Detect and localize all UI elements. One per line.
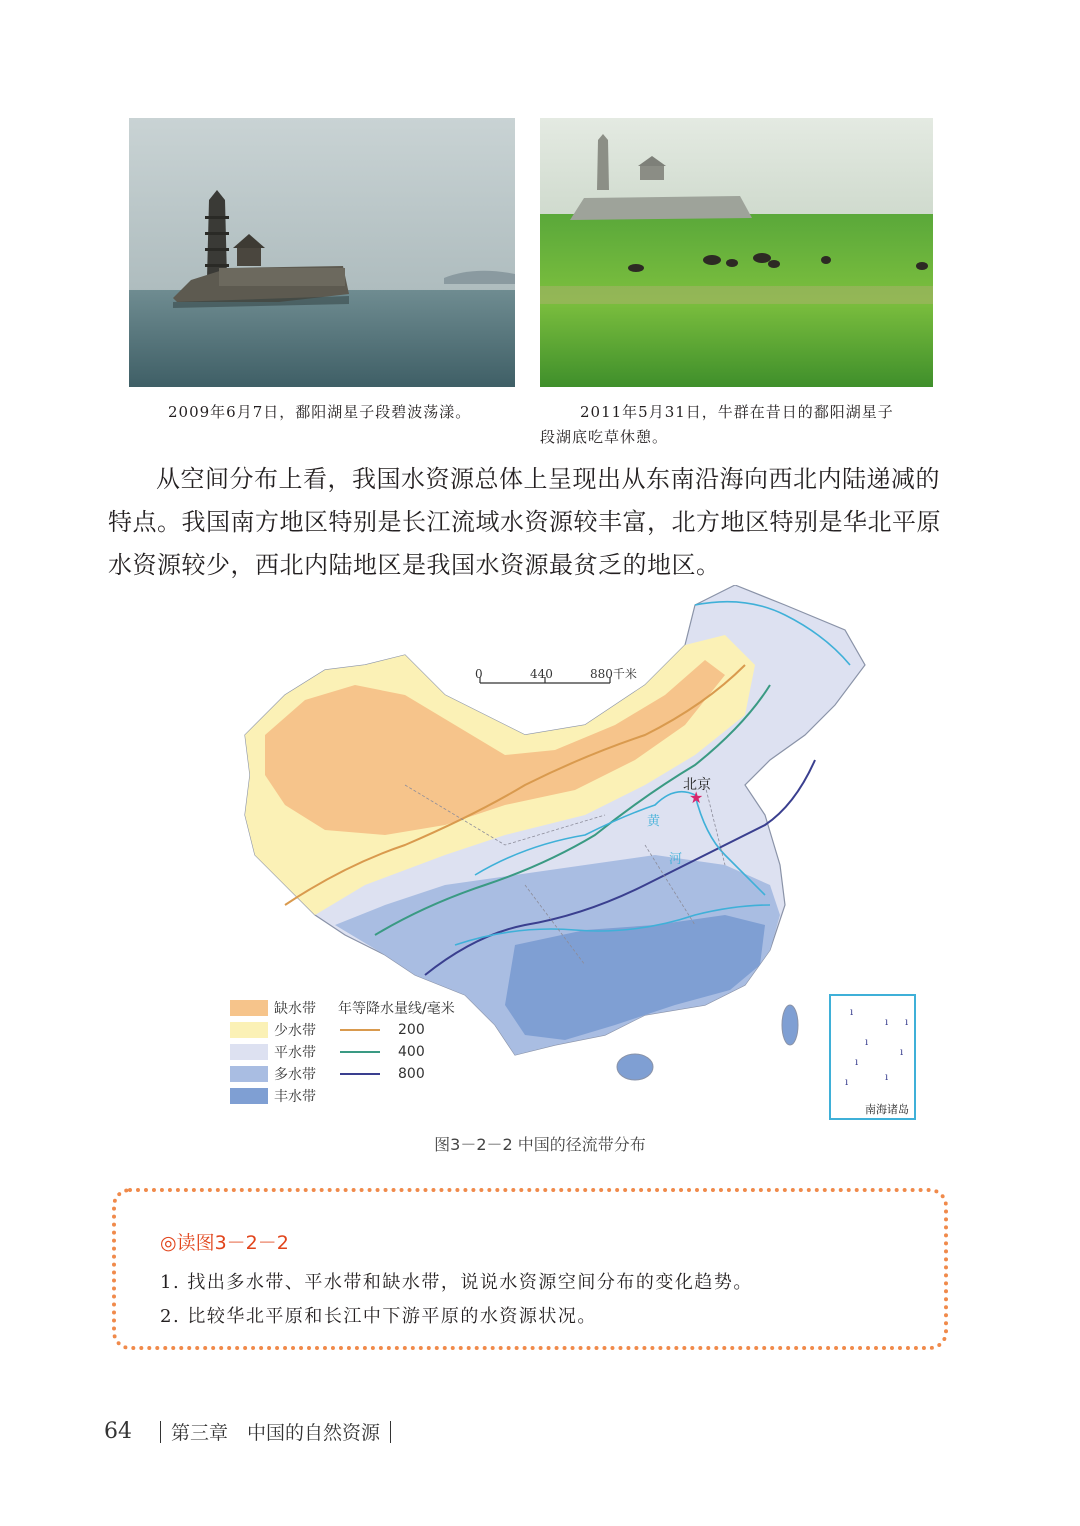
legend-zone-swatch [230,1066,268,1082]
yellow-river-label-1: 黄 [647,814,661,829]
legend-zone-label: 平水带 [274,1045,316,1061]
svg-text:ı: ı [845,1077,849,1088]
yellow-river-label-2: 河 [669,852,683,867]
chapter-title: 第三章 中国的自然资源 [171,1422,381,1444]
map-legend [230,998,455,1108]
photo-2009-caption: 2009年6月7日，鄱阳湖星子段碧波荡漾。 [168,403,472,421]
legend-zone-label: 少水带 [274,1023,316,1039]
legend-zone-swatch [230,1022,268,1038]
activity-question-1: 1. 找出多水带、平水带和缺水带，说说水资源空间分布的变化趋势。 [160,1272,753,1293]
photo-2011-grassland [540,118,933,387]
legend-zone-label: 多水带 [274,1067,316,1083]
legend-isoline-swatch [340,1051,380,1053]
legend-isoline-row [340,1064,425,1084]
svg-text:ı: ı [885,1072,889,1083]
reading-activity-box [112,1188,948,1350]
scale-tick-440: 440 [530,667,553,681]
photo-2011-caption-line1: 2011年5月31日，牛群在昔日的鄱阳湖星子 [580,403,894,421]
legend-zone-swatch [230,1000,268,1016]
legend-zone-swatch [230,1044,268,1060]
svg-text:ı: ı [885,1017,889,1028]
legend-zone-row [230,1064,316,1084]
legend-isoline-swatch [340,1073,380,1075]
legend-isoline-label: 200 [398,1022,425,1038]
beijing-label: 北京 [683,777,711,793]
footer-divider [160,1421,161,1443]
page-footer [104,1418,401,1445]
footer-divider [390,1421,391,1443]
svg-text:ı: ı [900,1047,904,1058]
legend-isoline-swatch [340,1029,380,1031]
paragraph-line-1: 从空间分布上看，我国水资源总体上呈现出从东南沿海向西北内陆递减的 [156,465,940,493]
svg-text:ı: ı [905,1017,909,1028]
paragraph-line-2: 特点。我国南方地区特别是长江流域水资源较丰富，北方地区特别是华北平原 [108,508,941,536]
legend-isoline-title: 年等降水量线/毫米 [338,1001,455,1017]
photo-2009-lake [129,118,515,387]
photo-2011-caption-line2: 段湖底吃草休憩。 [540,428,669,446]
inset-label: 南海诸岛 [865,1103,909,1116]
legend-isoline-row [340,1020,425,1040]
legend-zone-row [230,1042,316,1062]
page-number: 64 [104,1419,132,1444]
svg-text:ı: ı [855,1057,859,1068]
svg-text:ı: ı [850,1007,854,1018]
activity-question-2: 2. 比较华北平原和长江中下游平原的水资源状况。 [160,1306,597,1327]
legend-zone-swatch [230,1088,268,1104]
map-caption: 图3－2－2 中国的径流带分布 [434,1135,646,1154]
beijing-star-icon: ★ [689,788,704,807]
activity-title: ◎读图3－2－2 [160,1232,289,1254]
scale-tick-880: 880千米 [590,667,637,681]
legend-zone-row [230,998,316,1018]
body-paragraph [108,458,974,587]
paragraph-line-3: 水资源较少，西北内陆地区是我国水资源最贫乏的地区。 [108,551,721,579]
legend-zone-label: 丰水带 [274,1089,316,1105]
legend-zone-row [230,1086,316,1106]
hainan-island [617,1054,653,1080]
legend-zone-label: 缺水带 [274,1001,316,1017]
taiwan-island [782,1005,798,1045]
svg-text:ı: ı [865,1037,869,1048]
legend-zone-row [230,1020,316,1040]
scale-tick-0: 0 [475,667,483,681]
legend-isoline-label: 400 [398,1044,425,1060]
legend-isoline-row [340,1042,425,1062]
legend-isoline-label: 800 [398,1066,425,1082]
